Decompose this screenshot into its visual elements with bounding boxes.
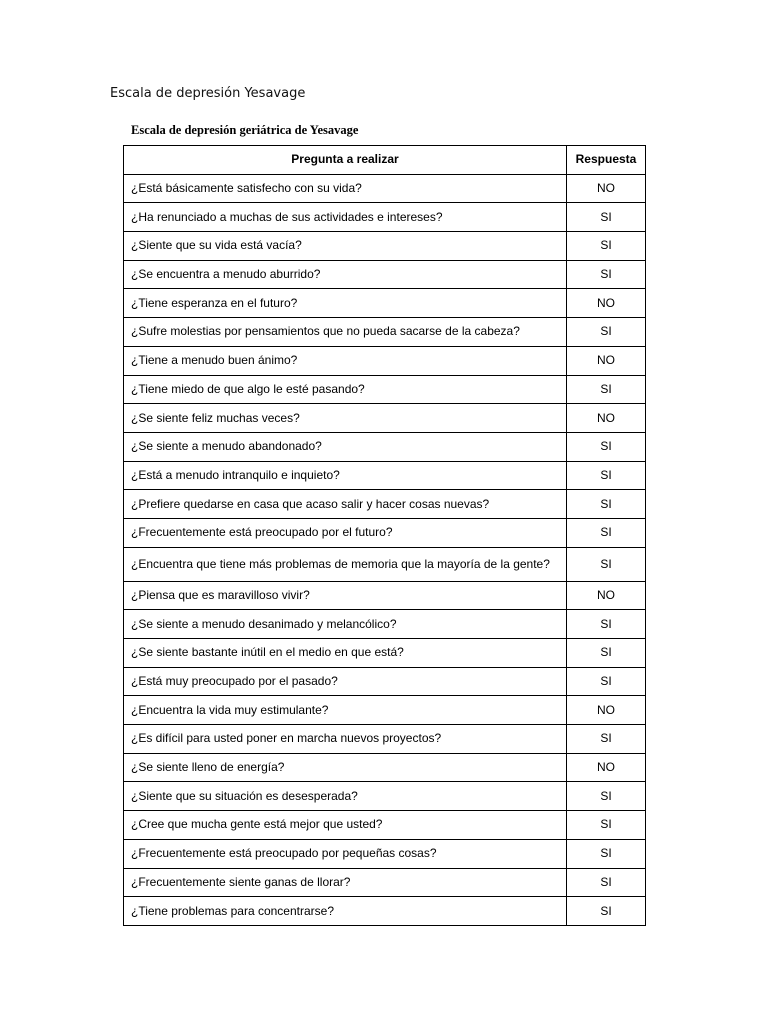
table-row xyxy=(124,547,646,581)
table-caption: Escala de depresión geriátrica de Yesavage xyxy=(131,123,359,137)
question-cell: ¿Es difícil para usted poner en marcha nuevos proyectos? xyxy=(124,725,567,754)
question-cell: ¿Tiene esperanza en el futuro? xyxy=(124,289,567,318)
table-row xyxy=(124,782,646,811)
question-cell: ¿Se siente a menudo abandonado? xyxy=(124,432,567,461)
answer-cell: SI xyxy=(567,639,646,668)
table-row xyxy=(124,868,646,897)
table-row xyxy=(124,639,646,668)
answer-cell: SI xyxy=(567,518,646,547)
question-cell: ¿Ha renunciado a muchas de sus actividades e intereses? xyxy=(124,203,567,232)
table-row xyxy=(124,174,646,203)
answer-cell: SI xyxy=(567,318,646,347)
question-cell: ¿Está muy preocupado por el pasado? xyxy=(124,667,567,696)
answer-cell: SI xyxy=(567,232,646,261)
question-cell: ¿Tiene a menudo buen ánimo? xyxy=(124,346,567,375)
question-cell: ¿Sufre molestias por pensamientos que no pueda sacarse de la cabeza? xyxy=(124,318,567,347)
answer-cell: SI xyxy=(567,547,646,581)
table-row xyxy=(124,725,646,754)
answer-cell: SI xyxy=(567,725,646,754)
question-cell: ¿Está básicamente satisfecho con su vida? xyxy=(124,174,567,203)
answer-cell: SI xyxy=(567,203,646,232)
answer-cell: NO xyxy=(567,753,646,782)
table-row xyxy=(124,404,646,433)
table-row xyxy=(124,318,646,347)
table-row xyxy=(124,260,646,289)
question-cell: ¿Frecuentemente está preocupado por pequeñas cosas? xyxy=(124,839,567,868)
answer-cell: SI xyxy=(567,811,646,840)
header-answer: Respuesta xyxy=(567,146,646,175)
yesavage-table xyxy=(123,145,646,926)
table-row xyxy=(124,610,646,639)
table-row xyxy=(124,753,646,782)
answer-cell: SI xyxy=(567,610,646,639)
answer-cell: NO xyxy=(567,404,646,433)
table-row xyxy=(124,696,646,725)
question-cell: ¿Se siente feliz muchas veces? xyxy=(124,404,567,433)
answer-cell: NO xyxy=(567,289,646,318)
question-cell: ¿Está a menudo intranquilo e inquieto? xyxy=(124,461,567,490)
question-cell: ¿Frecuentemente siente ganas de llorar? xyxy=(124,868,567,897)
answer-cell: NO xyxy=(567,696,646,725)
question-cell: ¿Se siente lleno de energía? xyxy=(124,753,567,782)
answer-cell: SI xyxy=(567,432,646,461)
header-question: Pregunta a realizar xyxy=(124,146,567,175)
question-cell: ¿Piensa que es maravilloso vivir? xyxy=(124,581,567,610)
answer-cell: SI xyxy=(567,868,646,897)
table-row xyxy=(124,811,646,840)
answer-cell: NO xyxy=(567,174,646,203)
question-cell: ¿Tiene miedo de que algo le esté pasando? xyxy=(124,375,567,404)
question-cell: ¿Siente que su vida está vacía? xyxy=(124,232,567,261)
table-row xyxy=(124,667,646,696)
document-heading: Escala de depresión Yesavage xyxy=(110,86,306,101)
table-row xyxy=(124,518,646,547)
answer-cell: SI xyxy=(567,782,646,811)
table-row xyxy=(124,289,646,318)
table-row xyxy=(124,232,646,261)
answer-cell: NO xyxy=(567,346,646,375)
question-cell: ¿Se siente bastante inútil en el medio en que está? xyxy=(124,639,567,668)
table-row xyxy=(124,432,646,461)
question-cell: ¿Se siente a menudo desanimado y melancólico? xyxy=(124,610,567,639)
answer-cell: SI xyxy=(567,839,646,868)
table-row xyxy=(124,375,646,404)
answer-cell: SI xyxy=(567,461,646,490)
table-row xyxy=(124,839,646,868)
table-row xyxy=(124,346,646,375)
table-row xyxy=(124,490,646,519)
answer-cell: SI xyxy=(567,897,646,926)
question-cell: ¿Encuentra la vida muy estimulante? xyxy=(124,696,567,725)
table-row xyxy=(124,581,646,610)
question-cell: ¿Tiene problemas para concentrarse? xyxy=(124,897,567,926)
answer-cell: SI xyxy=(567,260,646,289)
table-row xyxy=(124,461,646,490)
question-cell: ¿Cree que mucha gente está mejor que usted? xyxy=(124,811,567,840)
question-cell: ¿Frecuentemente está preocupado por el futuro? xyxy=(124,518,567,547)
answer-cell: NO xyxy=(567,581,646,610)
table-header-row xyxy=(124,146,646,175)
question-cell: ¿Se encuentra a menudo aburrido? xyxy=(124,260,567,289)
question-cell: ¿Encuentra que tiene más problemas de memoria que la mayoría de la gente? xyxy=(124,547,567,581)
table-row xyxy=(124,203,646,232)
question-cell: ¿Prefiere quedarse en casa que acaso salir y hacer cosas nuevas? xyxy=(124,490,567,519)
table-row xyxy=(124,897,646,926)
answer-cell: SI xyxy=(567,375,646,404)
answer-cell: SI xyxy=(567,667,646,696)
answer-cell: SI xyxy=(567,490,646,519)
question-cell: ¿Siente que su situación es desesperada? xyxy=(124,782,567,811)
